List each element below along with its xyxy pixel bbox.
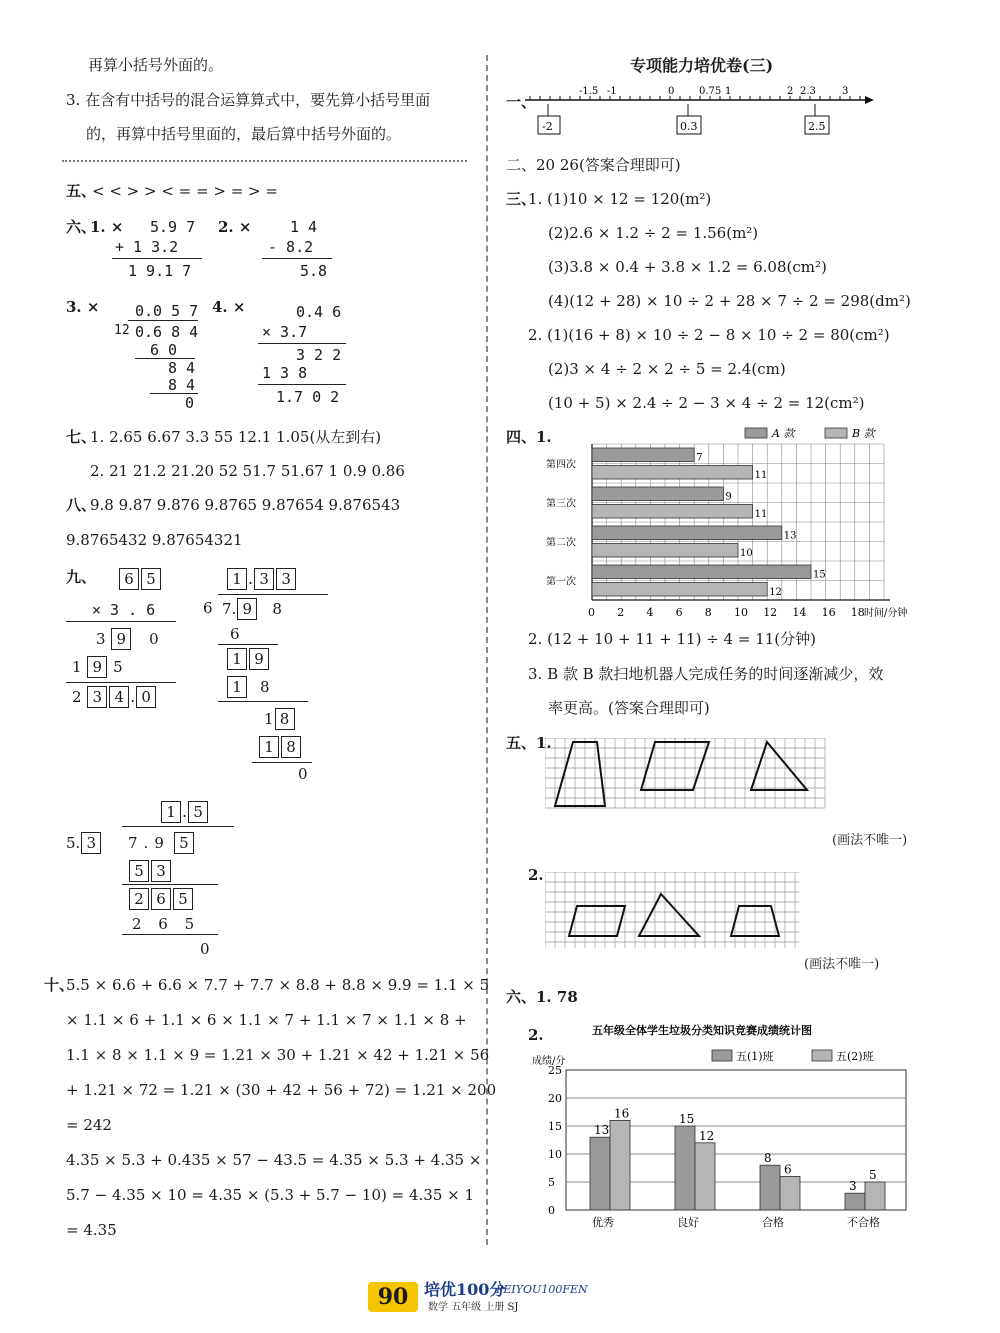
category-label: 第三次: [546, 498, 576, 510]
q9-box: 2: [129, 888, 149, 910]
q6-4-rule2: [258, 384, 346, 385]
q9-b-s0: 6: [230, 625, 240, 643]
q8-line2: 9.8765432 9.87654321: [66, 531, 243, 549]
q9-c-row1: [128, 860, 172, 882]
bar-value-label: 11: [754, 470, 768, 481]
q9-b-dividend: [222, 598, 282, 620]
bar: [592, 526, 782, 540]
y-tick-label: 25: [548, 1064, 562, 1077]
q9-box: 9: [87, 656, 107, 678]
q9-box: 1: [161, 801, 181, 823]
x-tick-label: 16: [821, 606, 836, 619]
number-line: [520, 78, 880, 140]
bar: [865, 1182, 885, 1210]
q9-c-divisor: [66, 832, 102, 854]
bar: [592, 448, 694, 462]
bar: [592, 466, 753, 480]
q4-2: 2. (12 + 10 + 11 + 11) ÷ 4 = 11(分钟): [528, 630, 816, 648]
q9-digit: 7: [128, 834, 138, 852]
marker-label: -2: [542, 120, 553, 133]
y-tick-label: 0: [548, 1204, 555, 1217]
q9-c-quotient: [160, 801, 209, 823]
legend-label: A 款: [772, 427, 795, 440]
q9-digit: 1: [264, 710, 274, 728]
bar-value-label: 6: [784, 1162, 792, 1177]
q6-1-b: + 1 3.2: [115, 238, 179, 256]
q9-b-row5: [258, 736, 302, 758]
q9-c-row3: 2 6 5: [132, 915, 201, 933]
q6-2-a: 1 4: [290, 218, 318, 236]
x-tick-label: 18: [850, 606, 865, 619]
dotted-divider: [62, 160, 467, 162]
bar: [845, 1193, 865, 1210]
q7-2: 2. 21 21.2 21.20 52 51.7 51.67 1 0.9 0.86: [90, 462, 405, 480]
q9-digit: 5: [113, 658, 123, 676]
q9-a-rule2: [66, 682, 176, 683]
q3-line: (2)2.6 × 1.2 ÷ 2 = 1.56(m²): [548, 224, 759, 242]
bar-value-label: 15: [813, 569, 826, 581]
bar: [592, 565, 811, 579]
q3-line: (2)3 × 4 ÷ 2 × 2 ÷ 5 = 2.4(cm): [548, 360, 786, 378]
x-tick-label: 10: [734, 606, 748, 619]
q6-2-mark: 2. ×: [218, 218, 252, 236]
marker-label: 0.3: [680, 120, 698, 133]
category-label: 第四次: [546, 459, 576, 471]
q9-c-rem: 0: [200, 940, 210, 958]
q9-box: 9: [237, 598, 257, 620]
bar-value-label: 10: [740, 548, 753, 559]
q6-1-mark: 1. ×: [90, 218, 124, 236]
footer-sub: 数学 五年级 上册 SJ: [428, 1302, 519, 1313]
q4-3a: 3. B 款 B 款扫地机器人完成任务的时间逐渐减少，效: [528, 665, 884, 683]
q6-3-q: 0.0 5 7: [135, 302, 199, 320]
q9-c-dividend: [128, 832, 195, 854]
q6-3-s4: 0: [185, 394, 195, 412]
q10-line: = 242: [66, 1116, 112, 1134]
rule-3-line2: 的，再算中括号里面的，最后算中括号外面的。: [86, 125, 402, 143]
bar: [610, 1120, 630, 1210]
q9-box: 5: [174, 832, 194, 854]
x-tick-label: 12: [763, 606, 778, 619]
q5-right-label: 五、1.: [506, 734, 552, 752]
y-axis-label: 成绩/分: [532, 1056, 566, 1067]
q1-label: 一、: [506, 93, 537, 111]
category-label: 合格: [762, 1216, 784, 1229]
q7-1: 1. 2.65 6.67 3.3 55 12.1 1.05(从左到右): [90, 428, 382, 446]
q9-box: 9: [249, 648, 269, 670]
q9-b-rule2: [218, 701, 308, 702]
q2: 二、20 26(答案合理即可): [506, 156, 681, 174]
q9-b-bar: [218, 594, 328, 595]
q10-line: + 1.21 × 72 = 1.21 × (30 + 42 + 56 + 72) = 1.21 × 200: [66, 1081, 497, 1099]
q6-3-mark: 3. ×: [66, 298, 100, 316]
q10-line: = 4.35: [66, 1221, 117, 1239]
triangle-shape: [751, 742, 807, 790]
bar-value-label: 8: [764, 1151, 772, 1166]
q9-a-top: [118, 568, 162, 590]
bar: [780, 1176, 800, 1210]
q5-signs: < < > > < = = > = > =: [92, 182, 278, 200]
tick-label: -1: [607, 86, 617, 97]
q6-1-rule: [112, 258, 202, 259]
bar: [592, 487, 723, 501]
q3-line: 1. (1)10 × 12 = 120(m²): [528, 190, 712, 208]
q6-4-d: 1 3 8: [262, 364, 308, 382]
x-axis-label: 时间/分钟: [864, 608, 908, 619]
q9-c-row2: [128, 888, 194, 910]
tick-label: 0: [668, 86, 675, 97]
q6-2-c: 5.8: [300, 262, 328, 280]
q6-label: 六、: [66, 218, 97, 236]
q9-box: 1: [259, 736, 279, 758]
q6-right-label: 六、1. 78: [506, 988, 578, 1006]
x-tick-label: 14: [792, 606, 807, 619]
q6-3-s2: 8 4: [168, 359, 196, 377]
bar-value-label: 12: [699, 1128, 715, 1143]
q4-label: 四、1.: [506, 428, 552, 446]
q5-note1: (画法不唯一): [832, 833, 908, 848]
number-line-labels: [579, 86, 848, 97]
bar-value-label: 5: [869, 1168, 877, 1182]
tick-label: 2: [787, 86, 794, 97]
bar-value-label: 15: [679, 1112, 695, 1126]
grid-lines: [545, 738, 825, 808]
bar: [695, 1143, 715, 1210]
q9-digit: 1: [72, 658, 82, 676]
q7-label: 七、: [66, 428, 97, 446]
section-title: 专项能力培优卷(三): [630, 56, 774, 75]
q6-2-b: - 8.2: [268, 238, 314, 256]
category-label: 不合格: [847, 1216, 880, 1229]
tick-label: 1: [725, 86, 732, 97]
q10-line: 1.1 × 8 × 1.1 × 9 = 1.21 × 30 + 1.21 × 42 + 1.21 × 56: [66, 1046, 490, 1064]
q9-box: 5: [129, 860, 149, 882]
q9-a-mul: × 3 . 6: [92, 601, 156, 619]
bar: [592, 583, 767, 597]
x-tick-label: 4: [646, 606, 654, 619]
bar: [675, 1126, 695, 1210]
q8-line1: 9.8 9.87 9.876 9.8765 9.87654 9.876543: [90, 496, 401, 514]
bar: [760, 1165, 780, 1210]
legend-swatch: [712, 1050, 732, 1061]
bar-value-label: 13: [783, 530, 797, 542]
q9-a-rule1: [66, 621, 176, 622]
q6-4-rule1: [258, 343, 346, 344]
bar: [590, 1137, 610, 1210]
legend-swatch: [825, 428, 847, 438]
q9-a-row1: [96, 628, 159, 650]
q9-box: 9: [111, 628, 131, 650]
q9-b-rule3: [252, 762, 312, 763]
q9-digit: .: [143, 834, 149, 852]
x-tick-label: 8: [704, 606, 712, 619]
q6-3-bar: [128, 320, 198, 321]
q6-2-rule: [262, 258, 332, 259]
number-line-arrow: [865, 96, 874, 104]
number-line-markers: [538, 104, 829, 134]
q9-box: 1: [227, 676, 247, 698]
q9-digit: .: [75, 834, 81, 852]
legend-swatch: [745, 428, 767, 438]
q6-1-a: 5.9 7: [150, 218, 196, 236]
bar-value-label: 11: [754, 509, 768, 520]
q9-b-quotient: [226, 568, 297, 590]
q9-digit: 5: [66, 834, 76, 852]
y-tick-label: 15: [548, 1120, 562, 1133]
legend-label: B 款: [852, 427, 875, 440]
chart-robot-times: [540, 422, 920, 622]
q9-box: 1: [227, 648, 247, 670]
q9-box: 3: [254, 568, 274, 590]
q9-digit: 0: [149, 630, 159, 648]
q9-box: 3: [276, 568, 296, 590]
x-tick-label: 0: [588, 606, 595, 619]
chart-title: 五年级全体学生垃圾分类知识竞赛成绩统计图: [592, 1024, 812, 1037]
y-tick-label: 20: [548, 1092, 562, 1105]
q9-b-s9: 0: [298, 765, 308, 783]
chart-quiz-scores: [532, 1022, 912, 1234]
x-tick-label: 6: [675, 606, 683, 619]
q9-c-rule2: [122, 934, 218, 935]
q9-digit: 7: [222, 600, 232, 618]
bar-value-label: 3: [849, 1179, 857, 1194]
category-label: 第二次: [546, 537, 576, 549]
bar-value-label: 13: [594, 1123, 610, 1138]
category-label: 良好: [677, 1216, 699, 1229]
q5-note2: (画法不唯一): [804, 957, 880, 972]
q9-box: 3: [87, 686, 107, 708]
q9-digit: 8: [260, 678, 270, 696]
legend-label: 五(1)班: [736, 1050, 774, 1063]
rule-3-line1: 3. 在含有中括号的混合运算算式中，要先算小括号里面: [66, 91, 431, 109]
q6-4-b: × 3.7: [262, 323, 308, 341]
q9-digit: .: [130, 688, 136, 706]
bar-value-label: 16: [614, 1106, 630, 1121]
q9-digit: .: [231, 600, 237, 618]
rule-continuation: 再算小括号外面的。: [88, 56, 224, 74]
q6-4-e: 1.7 0 2: [276, 388, 340, 406]
q3-label: 三、: [506, 190, 537, 208]
q6-3-s1: 6 0: [150, 341, 178, 359]
q9-b-rule1: [218, 644, 278, 645]
bar: [592, 544, 738, 558]
q6-3-s3: 8 4: [168, 376, 196, 394]
q9-b-row4: [264, 708, 296, 730]
q5-label: 五、: [66, 182, 97, 200]
q9-digit: .: [248, 569, 254, 588]
legend-swatch: [812, 1050, 832, 1061]
brand-logo: 培优100分: [424, 1280, 506, 1299]
q3-line: (3)3.8 × 0.4 + 3.8 × 1.2 = 6.08(cm²): [548, 258, 827, 276]
q9-box: 5: [141, 568, 161, 590]
q3-line: (10 + 5) × 2.4 ÷ 2 − 3 × 4 ÷ 2 = 12(cm²): [548, 394, 865, 412]
page-number: 90: [368, 1282, 418, 1312]
tick-label: -1.5: [579, 86, 599, 97]
triangle-shape: [639, 894, 699, 936]
q9-b-divisor: 6: [203, 599, 213, 617]
q9-digit: .: [182, 802, 188, 821]
q6-3-dividend: 0.6 8 4: [135, 323, 199, 341]
parallelogram-shape: [569, 906, 625, 936]
q3-line: (4)(12 + 28) × 10 ÷ 2 + 28 × 7 ÷ 2 = 298(dm²): [548, 292, 911, 310]
q9-box: 5: [188, 801, 208, 823]
q10-line: 4.35 × 5.3 + 0.435 × 57 − 43.5 = 4.35 × 5.3 + 4.35 ×: [66, 1151, 482, 1169]
marker-label: 2.5: [808, 120, 826, 133]
q9-digit: 2: [72, 688, 82, 706]
bar-value-label: 12: [769, 587, 782, 598]
x-tick-label: 2: [617, 606, 625, 619]
q6-4-a: 0.4 6: [296, 303, 342, 321]
brand-en: PEIYOU100FEN: [496, 1283, 588, 1296]
q9-box: 8: [275, 708, 295, 730]
tick-label: 3: [842, 86, 849, 97]
y-tick-label: 5: [548, 1176, 555, 1189]
legend-label: 五(2)班: [836, 1050, 874, 1063]
q9-digit: 8: [272, 600, 282, 618]
category-label: 第一次: [546, 576, 576, 588]
category-label: 优秀: [592, 1216, 614, 1229]
q5-2-label: 2.: [528, 866, 544, 884]
q9-b-row3: [226, 676, 270, 698]
q9-box: 5: [173, 888, 193, 910]
q9-box: 4: [109, 686, 129, 708]
q9-label: 九、: [66, 568, 97, 586]
q9-digit: 9: [154, 834, 164, 852]
tick-label: 0.75: [699, 86, 722, 97]
y-tick-label: 10: [548, 1148, 562, 1161]
q10-label: 十、: [44, 976, 75, 994]
q10-line: × 1.1 × 6 + 1.1 × 6 × 1.1 × 7 + 1.1 × 7 × 1.1 × 8 +: [66, 1011, 467, 1029]
q9-digit: 3: [96, 630, 106, 648]
q9-a-row2: [72, 656, 123, 678]
q6-4-c: 3 2 2: [296, 346, 342, 364]
q9-box: 0: [136, 686, 156, 708]
bar: [592, 505, 753, 519]
q9-box: 6: [119, 568, 139, 590]
column-separator: [486, 55, 488, 1245]
q10-line: 5.5 × 6.6 + 6.6 × 7.7 + 7.7 × 8.8 + 8.8 × 9.9 = 1.1 × 5: [66, 976, 490, 994]
trapezoid-shape: [555, 742, 605, 806]
q9-b-row2: [226, 648, 270, 670]
tick-label: 2.3: [800, 86, 816, 97]
grid-drawing-1: [545, 738, 827, 810]
bar-value-label: 9: [725, 491, 732, 503]
q9-c-rule1: [122, 884, 218, 885]
q9-a-row3: [72, 686, 157, 708]
q6-3-divisor: 12: [114, 323, 130, 338]
bar-value-label: 7: [696, 452, 703, 464]
q4-3b: 率更高。(答案合理即可): [548, 699, 710, 717]
grid-drawing-2: [545, 872, 801, 950]
q9-box: 1: [227, 568, 247, 590]
q9-box: 8: [281, 736, 301, 758]
q9-box: 3: [81, 832, 101, 854]
q6-1-c: 1 9.1 7: [128, 262, 192, 280]
q10-line: 5.7 − 4.35 × 10 = 4.35 × (5.3 + 5.7 − 10) = 4.35 × 1: [66, 1186, 475, 1204]
q3-line: 2. (1)(16 + 8) × 10 ÷ 2 − 8 × 10 ÷ 2 = 80(cm²): [528, 326, 890, 344]
q6-4-mark: 4. ×: [212, 298, 246, 316]
q9-box: 3: [151, 860, 171, 882]
q9-box: 6: [151, 888, 171, 910]
q8-label: 八、: [66, 496, 97, 514]
q6-2-right-label: 2.: [528, 1026, 544, 1044]
q9-c-bar: [122, 826, 234, 827]
